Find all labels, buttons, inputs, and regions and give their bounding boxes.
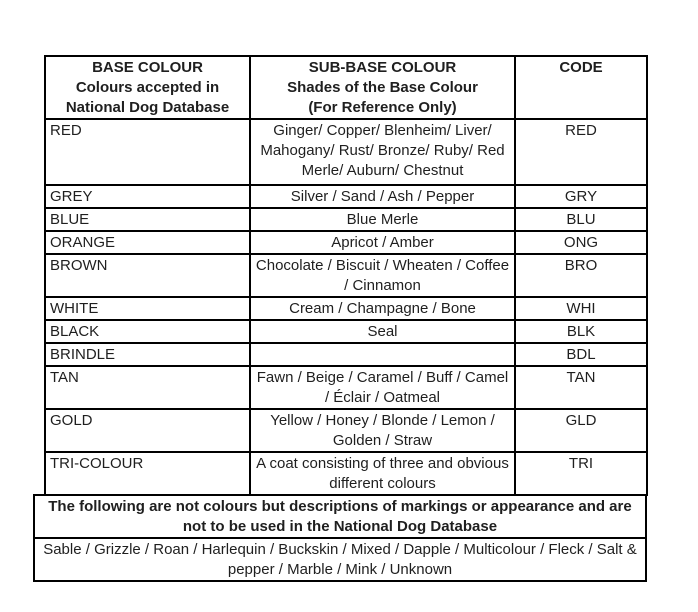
header-row (45, 56, 647, 119)
code-cell: RED (515, 119, 647, 185)
sub-base-colour-cell: Silver / Sand / Ash / Pepper (250, 185, 515, 208)
header-sub-base-colour (250, 56, 515, 119)
header-line: CODE (559, 59, 603, 76)
table-row-tan (45, 366, 647, 409)
sub-base-colour-cell: Blue Merle (250, 208, 515, 231)
code-cell: WHI (515, 297, 647, 320)
base-colour-cell: BROWN (45, 254, 250, 297)
sub-base-colour-cell: Fawn / Beige / Caramel / Buff / Camel / Éclair / Oatmeal (250, 366, 515, 409)
table-row-blue (45, 208, 647, 231)
base-colour-cell: WHITE (45, 297, 250, 320)
code-cell: TAN (515, 366, 647, 409)
table-row-orange (45, 231, 647, 254)
sub-base-colour-cell: Cream / Champagne / Bone (250, 297, 515, 320)
colour-table (44, 55, 648, 496)
header-line: National Dog Database (65, 99, 230, 116)
sub-base-colour-cell (250, 343, 515, 366)
code-cell: BRO (515, 254, 647, 297)
header-line: (For Reference Only) (308, 99, 457, 116)
base-colour-cell: BRINDLE (45, 343, 250, 366)
sub-base-colour-cell: Seal (250, 320, 515, 343)
code-cell: BLK (515, 320, 647, 343)
table-row-gold (45, 409, 647, 452)
base-colour-cell: GOLD (45, 409, 250, 452)
sub-base-colour-cell: A coat consisting of three and obvious different colours (250, 452, 515, 495)
table-row-grey (45, 185, 647, 208)
header-line: SUB-BASE COLOUR (308, 59, 457, 76)
footer-note: The following are not colours but descriptions of markings or appearance and are not to be used in the National Dog Database (33, 494, 647, 539)
base-colour-cell: TRI-COLOUR (45, 452, 250, 495)
sub-base-colour-cell: Yellow / Honey / Blonde / Lemon / Golden / Straw (250, 409, 515, 452)
base-colour-cell: GREY (45, 185, 250, 208)
table-row-tri-colour (45, 452, 647, 495)
code-cell: ONG (515, 231, 647, 254)
sub-base-colour-cell: Ginger/ Copper/ Blenheim/ Liver/ Mahogany/ Rust/ Bronze/ Ruby/ Red Merle/ Auburn/ Chestnut (250, 119, 515, 185)
table-row-black (45, 320, 647, 343)
footer-excluded-terms: Sable / Grizzle / Roan / Harlequin / Buckskin / Mixed / Dapple / Multicolour / Fleck / Salt & pepper / Marble / Mink / Unknown (33, 539, 647, 582)
base-colour-cell: BLACK (45, 320, 250, 343)
base-colour-cell: TAN (45, 366, 250, 409)
table-row-brown (45, 254, 647, 297)
header-line: BASE COLOUR (92, 59, 203, 76)
code-cell: TRI (515, 452, 647, 495)
header-line: Colours accepted in (75, 79, 220, 96)
table-row-red (45, 119, 647, 185)
code-cell: GLD (515, 409, 647, 452)
footer-section (33, 494, 647, 582)
sub-base-colour-cell: Apricot / Amber (250, 231, 515, 254)
code-cell: GRY (515, 185, 647, 208)
sub-base-colour-cell: Chocolate / Biscuit / Wheaten / Coffee / Cinnamon (250, 254, 515, 297)
base-colour-cell: BLUE (45, 208, 250, 231)
base-colour-cell: ORANGE (45, 231, 250, 254)
base-colour-cell: RED (45, 119, 250, 185)
table-row-white (45, 297, 647, 320)
header-line: Shades of the Base Colour (287, 79, 478, 96)
code-cell: BLU (515, 208, 647, 231)
header-code (515, 56, 647, 119)
table-row-brindle (45, 343, 647, 366)
code-cell: BDL (515, 343, 647, 366)
header-base-colour (45, 56, 250, 119)
